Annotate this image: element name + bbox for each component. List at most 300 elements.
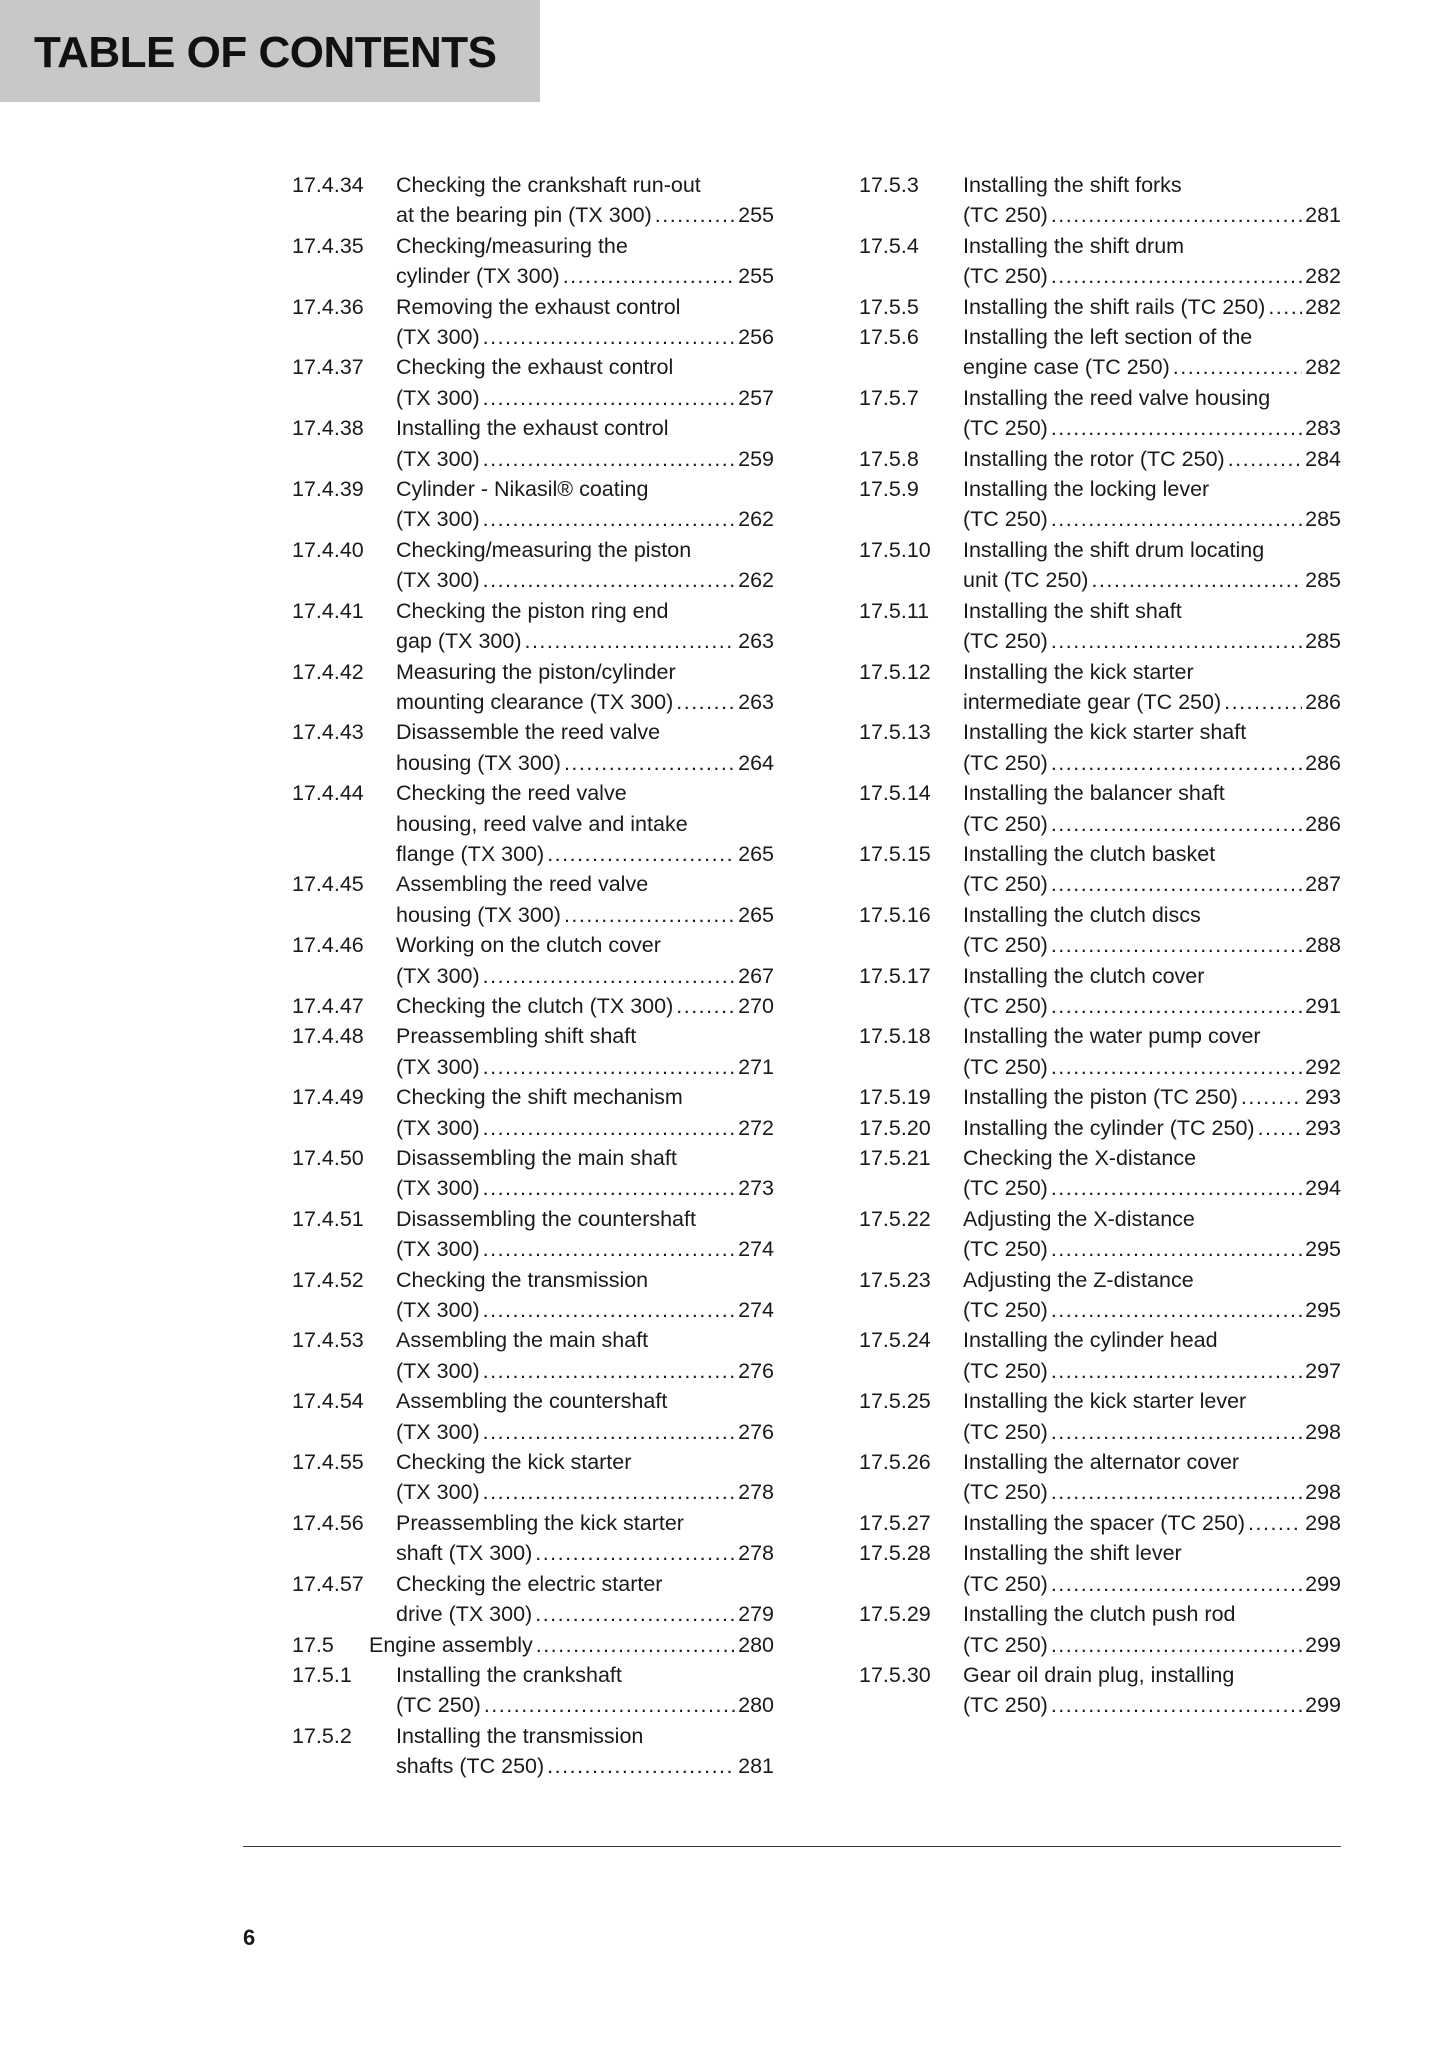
entry-title-line: Engine assembly bbox=[369, 1632, 533, 1657]
entry-title-line: (TC 250) bbox=[963, 750, 1048, 775]
entry-title-line: Removing the exhaust control bbox=[396, 294, 681, 319]
entry-title-line: Checking the exhaust control bbox=[396, 355, 674, 380]
page-reference[interactable]: 257 bbox=[738, 385, 774, 410]
entry-title-line: Gear oil drain plug, installing bbox=[963, 1662, 1235, 1687]
entry-title-line: Installing the balancer shaft bbox=[963, 781, 1225, 806]
section-number: 17.5.21 bbox=[859, 1146, 931, 1170]
dot-leader bbox=[535, 1599, 735, 1629]
toc-entry[interactable] bbox=[859, 596, 1341, 657]
toc-entry[interactable] bbox=[859, 839, 1341, 900]
entry-title-line: shaft (TX 300) bbox=[396, 1541, 533, 1566]
dot-leader bbox=[483, 504, 735, 534]
page-reference[interactable]: 273 bbox=[738, 1176, 774, 1201]
entry-title bbox=[396, 1386, 774, 1447]
toc-entry[interactable] bbox=[859, 778, 1341, 839]
entry-title bbox=[396, 352, 774, 413]
toc-entry[interactable] bbox=[859, 1508, 1341, 1538]
toc-entry[interactable] bbox=[859, 1447, 1341, 1508]
toc-entry[interactable] bbox=[859, 1204, 1341, 1265]
toc-entry[interactable] bbox=[292, 717, 774, 778]
page-reference[interactable]: 274 bbox=[738, 1237, 774, 1262]
entry-title bbox=[963, 657, 1341, 718]
toc-entry[interactable] bbox=[859, 231, 1341, 292]
page-reference[interactable]: 286 bbox=[1305, 750, 1341, 775]
toc-entry[interactable] bbox=[292, 231, 774, 292]
dot-leader bbox=[483, 1417, 735, 1447]
toc-entry[interactable] bbox=[292, 991, 774, 1021]
entry-title-line: (TC 250) bbox=[963, 1237, 1048, 1262]
toc-entry[interactable] bbox=[292, 474, 774, 535]
entry-title bbox=[396, 292, 774, 353]
entry-title-line: Adjusting the X-distance bbox=[963, 1206, 1195, 1231]
dot-leader bbox=[676, 991, 735, 1021]
dot-leader bbox=[1228, 444, 1302, 474]
entry-title bbox=[963, 1204, 1341, 1265]
entry-title bbox=[963, 231, 1341, 292]
entry-title-last-line bbox=[963, 809, 1341, 839]
entry-title bbox=[963, 1508, 1341, 1538]
entry-title-last-line bbox=[396, 383, 774, 413]
entry-title bbox=[396, 1660, 774, 1721]
toc-entry[interactable] bbox=[859, 717, 1341, 778]
toc-entry[interactable] bbox=[859, 1660, 1341, 1721]
toc-entry[interactable] bbox=[859, 474, 1341, 535]
entry-title-last-line bbox=[396, 1173, 774, 1203]
page-reference[interactable]: 298 bbox=[1305, 1419, 1341, 1444]
toc-entry[interactable] bbox=[292, 778, 774, 869]
entry-title-last-line bbox=[396, 748, 774, 778]
entry-title-last-line bbox=[963, 1477, 1341, 1507]
section-number: 17.5.22 bbox=[859, 1206, 931, 1231]
toc-entry[interactable] bbox=[859, 444, 1341, 474]
entry-title bbox=[369, 1630, 774, 1660]
entry-title-last-line bbox=[396, 839, 774, 869]
entry-title-line: Installing the cylinder (TC 250) bbox=[963, 1115, 1255, 1140]
entry-title-last-line bbox=[369, 1630, 774, 1660]
entry-title-line: (TC 250) bbox=[963, 933, 1048, 958]
toc-column-right bbox=[859, 170, 1341, 1721]
entry-title-line: engine case (TC 250) bbox=[963, 355, 1170, 380]
toc-entry[interactable] bbox=[859, 657, 1341, 718]
toc-entry[interactable] bbox=[292, 413, 774, 474]
page-reference[interactable]: 262 bbox=[738, 507, 774, 532]
entry-title-line: Installing the kick starter lever bbox=[963, 1389, 1247, 1414]
page-reference[interactable]: 291 bbox=[1305, 993, 1341, 1018]
entry-title-line: (TX 300) bbox=[396, 1298, 480, 1323]
section-number: 17.4.49 bbox=[292, 1085, 364, 1110]
section-number: 17.4.41 bbox=[292, 598, 364, 623]
page-reference[interactable]: 263 bbox=[738, 689, 774, 714]
entry-title bbox=[963, 1021, 1341, 1082]
toc-entry[interactable] bbox=[292, 170, 774, 231]
section-number: 17.4.42 bbox=[292, 659, 364, 684]
entry-title-line: Installing the transmission bbox=[396, 1723, 644, 1748]
dot-leader bbox=[563, 261, 735, 291]
page-reference[interactable]: 282 bbox=[1305, 355, 1341, 380]
entry-title bbox=[963, 474, 1341, 535]
section-number: 17.4.46 bbox=[292, 933, 364, 958]
dot-leader bbox=[483, 1113, 735, 1143]
entry-title-last-line bbox=[963, 687, 1341, 717]
section-number: 17.4.40 bbox=[292, 537, 364, 562]
section-number: 17.4.56 bbox=[292, 1510, 364, 1535]
toc-entry[interactable] bbox=[292, 1082, 774, 1143]
section-number: 17.5.12 bbox=[859, 659, 931, 684]
dot-leader bbox=[1051, 809, 1302, 839]
toc-entry[interactable] bbox=[292, 292, 774, 353]
toc-entry[interactable] bbox=[292, 657, 774, 718]
entry-title-line: Installing the kick starter bbox=[963, 659, 1194, 684]
dot-leader bbox=[483, 1477, 735, 1507]
entry-title bbox=[963, 535, 1341, 596]
page-reference[interactable]: 280 bbox=[738, 1693, 774, 1718]
entry-title bbox=[396, 1508, 774, 1569]
section-number: 17.5.6 bbox=[859, 325, 919, 350]
section-number: 17.5.9 bbox=[859, 477, 919, 502]
entry-title bbox=[396, 231, 774, 292]
entry-title bbox=[396, 1021, 774, 1082]
page-reference[interactable]: 293 bbox=[1305, 1085, 1341, 1110]
entry-title-line: Installing the shift drum locating bbox=[963, 537, 1265, 562]
dot-leader bbox=[483, 1173, 735, 1203]
dot-leader bbox=[535, 1538, 735, 1568]
toc-entry[interactable] bbox=[859, 1538, 1341, 1599]
page-reference[interactable]: 298 bbox=[1305, 1480, 1341, 1505]
toc-entry[interactable] bbox=[859, 961, 1341, 1022]
page-reference[interactable]: 282 bbox=[1305, 294, 1341, 319]
page-reference[interactable]: 267 bbox=[738, 963, 774, 988]
toc-entry[interactable] bbox=[859, 322, 1341, 383]
toc-entry[interactable] bbox=[859, 170, 1341, 231]
entry-title-line: (TX 300) bbox=[396, 1176, 480, 1201]
entry-title bbox=[396, 991, 774, 1021]
section-number: 17.4.34 bbox=[292, 173, 364, 197]
section-number: 17.4.51 bbox=[292, 1206, 364, 1231]
entry-title-last-line bbox=[963, 413, 1341, 443]
entry-title-line: Checking/measuring the bbox=[396, 233, 628, 258]
page-reference[interactable]: 286 bbox=[1305, 689, 1341, 714]
page-reference[interactable]: 283 bbox=[1305, 416, 1341, 441]
dot-leader bbox=[483, 1356, 735, 1386]
entry-title-last-line bbox=[396, 1538, 774, 1568]
entry-title-line: (TX 300) bbox=[396, 1054, 480, 1079]
toc-entry[interactable] bbox=[292, 1143, 774, 1204]
entry-title-line: (TC 250) bbox=[963, 264, 1048, 289]
page-reference[interactable]: 265 bbox=[738, 902, 774, 927]
entry-title-last-line bbox=[963, 1630, 1341, 1660]
toc-column-left bbox=[292, 170, 774, 1782]
toc-entry[interactable] bbox=[292, 1021, 774, 1082]
entry-title-last-line bbox=[963, 1295, 1341, 1325]
toc-entry[interactable] bbox=[292, 1721, 774, 1782]
page-reference[interactable]: 284 bbox=[1305, 446, 1341, 471]
entry-title bbox=[963, 717, 1341, 778]
toc-entry[interactable] bbox=[292, 596, 774, 657]
entry-title bbox=[963, 383, 1341, 444]
entry-title-line: Preassembling the kick starter bbox=[396, 1510, 684, 1535]
dot-leader bbox=[1051, 504, 1302, 534]
toc-entry[interactable] bbox=[859, 1082, 1341, 1112]
entry-title-line: Checking the piston ring end bbox=[396, 598, 669, 623]
page-reference[interactable]: 281 bbox=[1305, 203, 1341, 228]
entry-title-last-line bbox=[396, 1234, 774, 1264]
section-number: 17.5.2 bbox=[292, 1723, 352, 1748]
section-number: 17.4.54 bbox=[292, 1389, 364, 1414]
dot-leader bbox=[1051, 1569, 1302, 1599]
entry-title-last-line bbox=[963, 504, 1341, 534]
section-number: 17.5.29 bbox=[859, 1602, 931, 1627]
page-reference[interactable]: 299 bbox=[1305, 1693, 1341, 1718]
entry-title bbox=[396, 1143, 774, 1204]
entry-title-line: Checking the shift mechanism bbox=[396, 1085, 683, 1110]
page-reference[interactable]: 282 bbox=[1305, 264, 1341, 289]
entry-title-last-line bbox=[963, 1690, 1341, 1720]
section-number: 17.5.5 bbox=[859, 294, 919, 319]
entry-title bbox=[963, 444, 1341, 474]
page-reference[interactable]: 299 bbox=[1305, 1632, 1341, 1657]
toc-entry[interactable] bbox=[292, 1204, 774, 1265]
page-reference[interactable]: 263 bbox=[738, 629, 774, 654]
page-reference[interactable]: 265 bbox=[738, 841, 774, 866]
section-number: 17.4.55 bbox=[292, 1450, 364, 1475]
entry-title bbox=[963, 596, 1341, 657]
section-number: 17.5.19 bbox=[859, 1085, 931, 1110]
entry-title-line: Installing the clutch basket bbox=[963, 841, 1216, 866]
entry-title-line: Checking the X-distance bbox=[963, 1146, 1197, 1170]
toc-entry[interactable] bbox=[292, 1447, 774, 1508]
page-title: TABLE OF CONTENTS bbox=[34, 28, 497, 77]
entry-title-line: (TX 300) bbox=[396, 1115, 480, 1140]
entry-title-line: Installing the reed valve housing bbox=[963, 385, 1271, 410]
page-reference[interactable]: 256 bbox=[738, 325, 774, 350]
page-reference[interactable]: 274 bbox=[738, 1298, 774, 1323]
toc-entry[interactable] bbox=[859, 535, 1341, 596]
entry-title bbox=[963, 1113, 1341, 1143]
entry-title bbox=[963, 1599, 1341, 1660]
section-number: 17.4.35 bbox=[292, 233, 364, 258]
entry-title-line: cylinder (TX 300) bbox=[396, 264, 560, 289]
page-reference[interactable]: 285 bbox=[1305, 629, 1341, 654]
entry-title bbox=[963, 1660, 1341, 1721]
page-reference[interactable]: 255 bbox=[738, 203, 774, 228]
page-reference[interactable]: 278 bbox=[738, 1541, 774, 1566]
entry-title-line: (TC 250) bbox=[963, 1358, 1048, 1383]
section-number: 17.4.48 bbox=[292, 1024, 364, 1049]
section-number: 17.5.13 bbox=[859, 720, 931, 745]
entry-title-line: (TX 300) bbox=[396, 446, 480, 471]
entry-title-last-line bbox=[963, 930, 1341, 960]
entry-title-line: housing (TX 300) bbox=[396, 902, 561, 927]
entry-title-last-line bbox=[963, 352, 1341, 382]
page-reference[interactable]: 280 bbox=[738, 1632, 774, 1657]
entry-title bbox=[396, 1082, 774, 1143]
toc-entry[interactable] bbox=[859, 1265, 1341, 1326]
page-reference[interactable]: 293 bbox=[1305, 1115, 1341, 1140]
page-reference[interactable]: 292 bbox=[1305, 1054, 1341, 1079]
page-number: 6 bbox=[243, 1925, 256, 1950]
dot-leader bbox=[483, 565, 735, 595]
page-reference[interactable]: 295 bbox=[1305, 1298, 1341, 1323]
toc-entry[interactable] bbox=[292, 1569, 774, 1630]
entry-title bbox=[396, 930, 774, 991]
entry-title-line: Checking the electric starter bbox=[396, 1571, 663, 1596]
page-reference[interactable]: 271 bbox=[738, 1054, 774, 1079]
page-reference[interactable]: 297 bbox=[1305, 1358, 1341, 1383]
dot-leader bbox=[483, 1052, 735, 1082]
entry-title-line: Installing the rotor (TC 250) bbox=[963, 446, 1225, 471]
toc-entry[interactable] bbox=[292, 1630, 774, 1660]
toc-entry[interactable] bbox=[859, 900, 1341, 961]
entry-title-line: mounting clearance (TX 300) bbox=[396, 689, 674, 714]
entry-title-line: Disassembling the countershaft bbox=[396, 1206, 696, 1231]
toc-entry[interactable] bbox=[292, 1660, 774, 1721]
entry-title bbox=[963, 839, 1341, 900]
dot-leader bbox=[1051, 1052, 1302, 1082]
entry-title-line: Installing the clutch push rod bbox=[963, 1602, 1236, 1627]
section-number: 17.5 bbox=[292, 1632, 334, 1657]
page-reference[interactable]: 299 bbox=[1305, 1571, 1341, 1596]
entry-title-line: Installing the crankshaft bbox=[396, 1662, 622, 1687]
entry-title-line: Installing the exhaust control bbox=[396, 416, 669, 441]
toc-entry[interactable] bbox=[292, 930, 774, 991]
page-reference[interactable]: 276 bbox=[738, 1358, 774, 1383]
entry-title-line: Installing the clutch cover bbox=[963, 963, 1205, 988]
entry-title bbox=[396, 657, 774, 718]
entry-title-line: (TC 250) bbox=[963, 993, 1048, 1018]
page-reference[interactable]: 295 bbox=[1305, 1237, 1341, 1262]
page-reference[interactable]: 298 bbox=[1305, 1510, 1341, 1535]
dot-leader bbox=[1051, 1690, 1302, 1720]
page-reference[interactable]: 255 bbox=[738, 264, 774, 289]
entry-title-line: Disassemble the reed valve bbox=[396, 720, 661, 745]
dot-leader bbox=[1248, 1508, 1302, 1538]
page-reference[interactable]: 259 bbox=[738, 446, 774, 471]
entry-title-line: Preassembling shift shaft bbox=[396, 1024, 637, 1049]
dot-leader bbox=[524, 626, 735, 656]
entry-title-last-line bbox=[963, 1113, 1341, 1143]
entry-title-last-line bbox=[396, 444, 774, 474]
dot-leader bbox=[1051, 1630, 1302, 1660]
toc-entry[interactable] bbox=[859, 383, 1341, 444]
entry-title bbox=[963, 1538, 1341, 1599]
toc-entry[interactable] bbox=[859, 1325, 1341, 1386]
entry-title bbox=[396, 717, 774, 778]
entry-title-line: Checking the reed valve bbox=[396, 781, 627, 806]
entry-title-line: (TC 250) bbox=[963, 1571, 1048, 1596]
toc-entry[interactable] bbox=[859, 1113, 1341, 1143]
entry-title-line: (TC 250) bbox=[963, 811, 1048, 836]
dot-leader bbox=[1051, 261, 1302, 291]
entry-title bbox=[963, 961, 1341, 1022]
toc-entry[interactable] bbox=[859, 1599, 1341, 1660]
page-reference[interactable]: 288 bbox=[1305, 933, 1341, 958]
page-reference[interactable]: 281 bbox=[738, 1754, 774, 1779]
toc-entry[interactable] bbox=[859, 1021, 1341, 1082]
entry-title-line: unit (TC 250) bbox=[963, 568, 1089, 593]
section-number: 17.5.30 bbox=[859, 1662, 931, 1687]
toc-entry[interactable] bbox=[292, 1508, 774, 1569]
dot-leader bbox=[547, 839, 735, 869]
section-number: 17.5.20 bbox=[859, 1115, 931, 1140]
entry-title-last-line bbox=[963, 1569, 1341, 1599]
entry-title-line: Assembling the reed valve bbox=[396, 872, 649, 897]
dot-leader bbox=[1224, 687, 1302, 717]
toc-entry[interactable] bbox=[292, 1386, 774, 1447]
section-number: 17.4.53 bbox=[292, 1328, 364, 1353]
entry-title-line: Installing the shift drum bbox=[963, 233, 1185, 258]
page-reference[interactable]: 264 bbox=[738, 750, 774, 775]
entry-title bbox=[396, 474, 774, 535]
page-reference[interactable]: 278 bbox=[738, 1480, 774, 1505]
toc-entry[interactable] bbox=[292, 1325, 774, 1386]
entry-title-line: (TX 300) bbox=[396, 1358, 480, 1383]
dot-leader bbox=[484, 1690, 735, 1720]
entry-title-line: (TX 300) bbox=[396, 385, 480, 410]
entry-title-line: Checking the kick starter bbox=[396, 1450, 632, 1475]
page-reference[interactable]: 279 bbox=[738, 1602, 774, 1627]
entry-title-line: Checking the clutch (TX 300) bbox=[396, 993, 674, 1018]
entry-title-line: shafts (TC 250) bbox=[396, 1754, 545, 1779]
entry-title-line: Installing the alternator cover bbox=[963, 1450, 1240, 1475]
entry-title-line: Cylinder - Nikasil® coating bbox=[396, 477, 649, 502]
page-reference[interactable]: 294 bbox=[1305, 1176, 1341, 1201]
dot-leader bbox=[1241, 1082, 1302, 1112]
entry-title-line: Installing the shift shaft bbox=[963, 598, 1182, 623]
section-number: 17.5.10 bbox=[859, 537, 931, 562]
entry-title bbox=[396, 535, 774, 596]
entry-title bbox=[963, 778, 1341, 839]
entry-title-line: (TC 250) bbox=[396, 1693, 481, 1718]
entry-title-last-line bbox=[963, 292, 1341, 322]
toc-entry[interactable] bbox=[859, 1386, 1341, 1447]
toc-entry[interactable] bbox=[292, 535, 774, 596]
entry-title bbox=[963, 1386, 1341, 1447]
entry-title-line: (TX 300) bbox=[396, 1237, 480, 1262]
toc-entry[interactable] bbox=[859, 1143, 1341, 1204]
section-number: 17.4.37 bbox=[292, 355, 364, 380]
toc-entry[interactable] bbox=[292, 1265, 774, 1326]
entry-title-last-line bbox=[963, 869, 1341, 899]
entry-title-line: (TX 300) bbox=[396, 325, 480, 350]
page-reference[interactable]: 270 bbox=[738, 993, 774, 1018]
toc-entry[interactable] bbox=[292, 869, 774, 930]
entry-title-line: Installing the shift forks bbox=[963, 173, 1182, 197]
page-reference[interactable]: 272 bbox=[738, 1115, 774, 1140]
page-reference[interactable]: 262 bbox=[738, 568, 774, 593]
entry-title bbox=[396, 1447, 774, 1508]
entry-title-last-line bbox=[963, 1052, 1341, 1082]
entry-title-line: (TC 250) bbox=[963, 1176, 1048, 1201]
toc-entry[interactable] bbox=[292, 352, 774, 413]
toc-entry[interactable] bbox=[859, 292, 1341, 322]
entry-title bbox=[963, 1082, 1341, 1112]
entry-title-line: (TX 300) bbox=[396, 1419, 480, 1444]
entry-title-last-line bbox=[396, 1690, 774, 1720]
entry-title-last-line bbox=[396, 504, 774, 534]
page-reference[interactable]: 287 bbox=[1305, 872, 1341, 897]
entry-title bbox=[963, 1325, 1341, 1386]
entry-title bbox=[963, 900, 1341, 961]
entry-title-line: Installing the shift rails (TC 250) bbox=[963, 294, 1266, 319]
page-reference[interactable]: 285 bbox=[1305, 507, 1341, 532]
entry-title bbox=[396, 413, 774, 474]
section-number: 17.5.1 bbox=[292, 1662, 352, 1687]
page-reference[interactable]: 286 bbox=[1305, 811, 1341, 836]
dot-leader bbox=[1051, 1477, 1302, 1507]
page-reference[interactable]: 276 bbox=[738, 1419, 774, 1444]
section-number: 17.4.39 bbox=[292, 477, 364, 502]
page-reference[interactable]: 285 bbox=[1305, 568, 1341, 593]
